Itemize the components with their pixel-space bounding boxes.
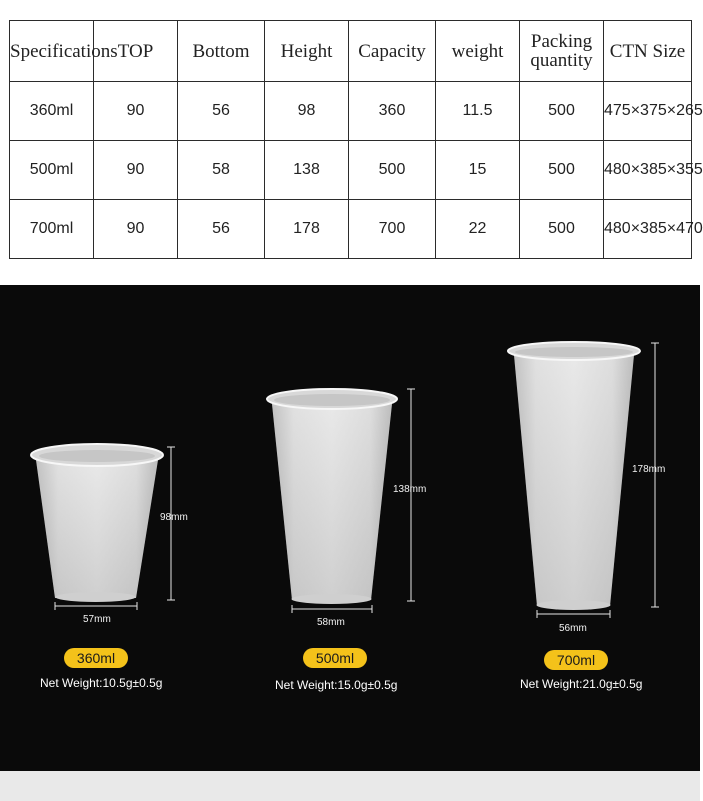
cell-top: 90 [94,82,178,141]
cup-360-height-label: 98mm [160,512,188,523]
net-weight-500: Net Weight:15.0g±0.5g [275,678,398,692]
header-top: TOP [94,21,178,82]
row-label: 360ml [10,82,94,141]
cell-top: 90 [94,200,178,259]
footer-strip [0,771,700,801]
header-ctn-size: CTN Size [604,21,692,82]
cup-700ml [508,342,640,610]
cup-700-height-label: 178mm [632,464,666,475]
cup-360ml [31,444,163,602]
capacity-badge-360: 360ml [64,648,128,668]
cup-360-bottom-label: 57mm [83,614,111,625]
header-bottom: Bottom [178,21,265,82]
cell-bottom: 56 [178,200,265,259]
header-height: Height [265,21,349,82]
capacity-badge-500: 500ml [303,648,367,668]
cell-weight: 11.5 [436,82,520,141]
cup-500-bottom-label: 58mm [317,617,345,628]
cell-ctn-size: 475×375×265 [604,82,692,141]
cell-bottom: 58 [178,141,265,200]
header-capacity: Capacity [349,21,436,82]
cell-height: 138 [265,141,349,200]
cell-capacity: 500 [349,141,436,200]
cell-ctn-size: 480×385×470 [604,200,692,259]
header-specifications: Specifications [10,21,94,82]
cell-height: 98 [265,82,349,141]
header-packing-quantity: Packing quantity [520,21,604,82]
cup-700-bottom-label: 56mm [559,623,587,634]
cell-top: 90 [94,141,178,200]
net-weight-360: Net Weight:10.5g±0.5g [40,676,163,690]
cell-weight: 15 [436,141,520,200]
cell-packing: 500 [520,200,604,259]
cup-500ml [267,389,397,604]
net-weight-700: Net Weight:21.0g±0.5g [520,677,643,691]
row-label: 700ml [10,200,94,259]
cell-ctn-size: 480×385×355 [604,141,692,200]
cell-weight: 22 [436,200,520,259]
header-weight: weight [436,21,520,82]
cell-capacity: 360 [349,82,436,141]
cell-packing: 500 [520,82,604,141]
cell-bottom: 56 [178,82,265,141]
cell-height: 178 [265,200,349,259]
cell-packing: 500 [520,141,604,200]
row-label: 500ml [10,141,94,200]
cup-500-height-label: 138mm [393,484,427,495]
cell-capacity: 700 [349,200,436,259]
capacity-badge-700: 700ml [544,650,608,670]
